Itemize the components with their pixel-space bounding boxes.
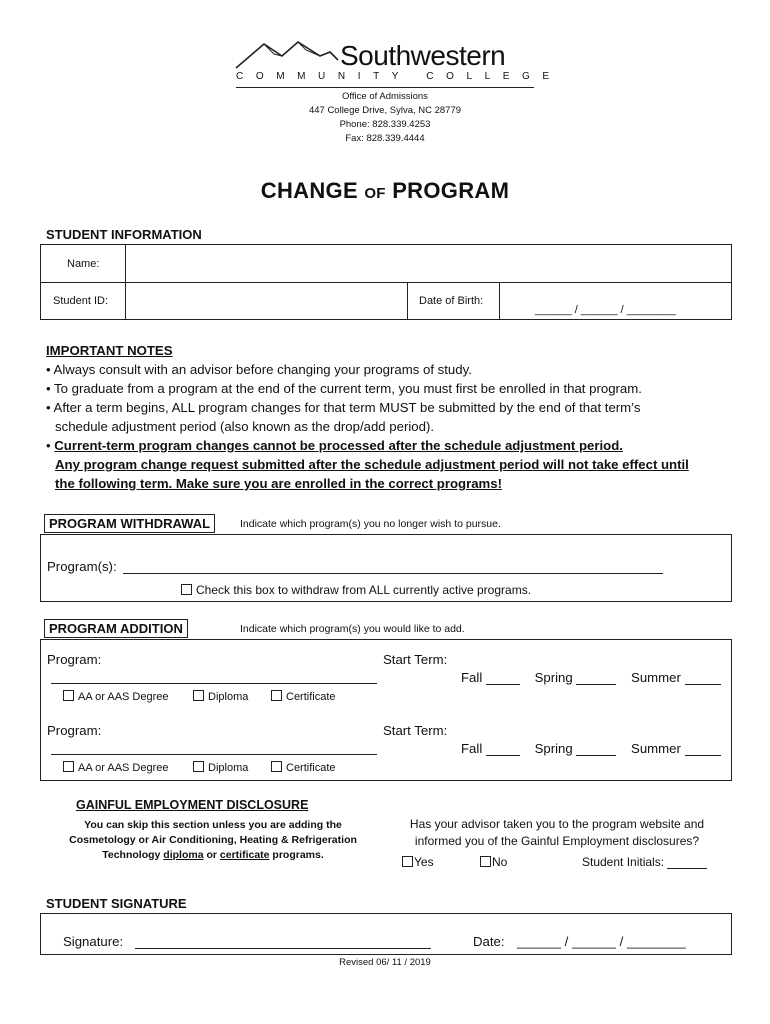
college-subtitle: COMMUNITY COLLEGE <box>236 71 562 82</box>
gainful-skip-note: You can skip this section unless you are adding the Cosmetology or Air Conditioning, Heating & Refrigeration Technology diploma or certificate programs. <box>69 819 357 861</box>
withdrawal-programs-label: Program(s): <box>47 559 117 574</box>
program-2-diploma[interactable]: Diploma <box>193 761 248 774</box>
withdrawal-programs-field[interactable] <box>123 573 663 574</box>
office-fax: Fax: 828.339.4444 <box>345 133 425 144</box>
term-2-spring: Spring <box>534 741 573 756</box>
program-1-diploma-checkbox[interactable] <box>193 690 204 701</box>
gainful-yes-checkbox[interactable] <box>402 856 413 867</box>
program-1-diploma[interactable]: Diploma <box>193 690 248 703</box>
program-2-certificate-checkbox[interactable] <box>271 761 282 772</box>
start-term-1-options[interactable] <box>461 670 721 685</box>
dob-field[interactable]: ______ / ______ / ________ <box>535 304 676 316</box>
addition-hint: Indicate which program(s) you would like to add. <box>240 623 465 635</box>
gainful-yes[interactable]: Yes <box>402 855 434 869</box>
program-2-field[interactable] <box>51 754 377 755</box>
gainful-question: Has your advisor taken you to the program website and informed you of the Gainful Employment disclosures? <box>409 817 705 848</box>
office-street: 447 College Drive, Sylva, NC 28779 <box>308 105 462 116</box>
addition-tag: PROGRAM ADDITION <box>44 619 188 638</box>
program-1-certificate[interactable]: Certificate <box>271 690 336 703</box>
notes-heading: IMPORTANT NOTES <box>46 343 173 358</box>
program-2-degree-checkbox[interactable] <box>63 761 74 772</box>
office-name: Office of Admissions <box>342 91 428 102</box>
program-2-degree[interactable]: AA or AAS Degree <box>63 761 169 774</box>
program-1-degree-checkbox[interactable] <box>63 690 74 701</box>
student-info-heading: STUDENT INFORMATION <box>46 227 202 242</box>
office-phone: Phone: 828.339.4253 <box>339 119 431 130</box>
program-1-certificate-checkbox[interactable] <box>271 690 282 701</box>
program-1-label: Program: <box>47 652 102 667</box>
withdraw-all-label: Check this box to withdraw from ALL currently active programs. <box>196 583 532 597</box>
term-1-fall: Fall <box>461 670 483 685</box>
term-1-summer: Summer <box>631 670 681 685</box>
revised-date: Revised 06/ 11 / 2019 <box>339 957 431 968</box>
start-term-2-label: Start Term: <box>383 723 448 738</box>
term-2-summer: Summer <box>631 741 681 756</box>
term-2-fall: Fall <box>461 741 483 756</box>
start-term-1-label: Start Term: <box>383 652 448 667</box>
program-2-label: Program: <box>47 723 102 738</box>
signature-heading: STUDENT SIGNATURE <box>46 896 187 911</box>
student-info-table <box>40 244 732 320</box>
signature-label: Signature: <box>63 934 124 949</box>
gainful-heading: GAINFUL EMPLOYMENT DISCLOSURE <box>76 798 309 812</box>
gainful-no-checkbox[interactable] <box>480 856 491 867</box>
withdrawal-hint: Indicate which program(s) you no longer wish to pursue. <box>240 518 501 530</box>
signature-field[interactable] <box>135 948 431 949</box>
signature-box <box>40 913 732 955</box>
note-line-5: • Current-term program changes cannot be processed after the schedule adjustment period. <box>46 438 623 453</box>
withdraw-all-checkbox[interactable] <box>181 584 192 595</box>
logo-divider <box>236 87 534 88</box>
withdraw-all-option[interactable] <box>181 583 531 597</box>
student-id-field[interactable] <box>129 285 404 316</box>
student-id-label: Student ID: <box>53 295 109 307</box>
note-line-3: • After a term begins, ALL program changes for that term MUST be submitted by the end of that term’s <box>46 400 641 415</box>
addition-box <box>40 639 732 781</box>
college-brand-name: Southwestern <box>340 40 506 71</box>
withdrawal-tag: PROGRAM WITHDRAWAL <box>44 514 215 533</box>
program-1-field[interactable] <box>51 683 377 684</box>
dob-label: Date of Birth: <box>419 295 484 307</box>
student-initials[interactable]: Student Initials: <box>582 855 707 869</box>
withdrawal-box <box>40 534 732 602</box>
program-2-certificate[interactable]: Certificate <box>271 761 336 774</box>
note-line-2: • To graduate from a program at the end of the current term, you must first be enrolled in that program. <box>46 381 642 396</box>
start-term-2-options[interactable] <box>461 741 721 756</box>
signature-date-field[interactable]: ______ / ______ / ________ <box>517 934 686 949</box>
name-field[interactable] <box>129 248 727 279</box>
note-line-4: schedule adjustment period (also known as the drop/add period). <box>55 419 435 434</box>
term-1-spring: Spring <box>534 670 573 685</box>
gainful-no[interactable]: No <box>480 855 507 869</box>
note-line-1: • Always consult with an advisor before changing your programs of study. <box>46 362 472 377</box>
program-1-degree[interactable]: AA or AAS Degree <box>63 690 169 703</box>
important-notes <box>46 341 736 493</box>
program-2-diploma-checkbox[interactable] <box>193 761 204 772</box>
note-line-7: the following term. Make sure you are enrolled in the correct programs! <box>55 476 503 491</box>
form-title: CHANGE OF PROGRAM <box>260 178 510 203</box>
note-line-6: Any program change request submitted after the schedule adjustment period will not take effect until <box>55 457 689 472</box>
name-label: Name: <box>67 258 100 270</box>
signature-date-label: Date: <box>473 934 505 949</box>
office-address <box>0 90 770 146</box>
